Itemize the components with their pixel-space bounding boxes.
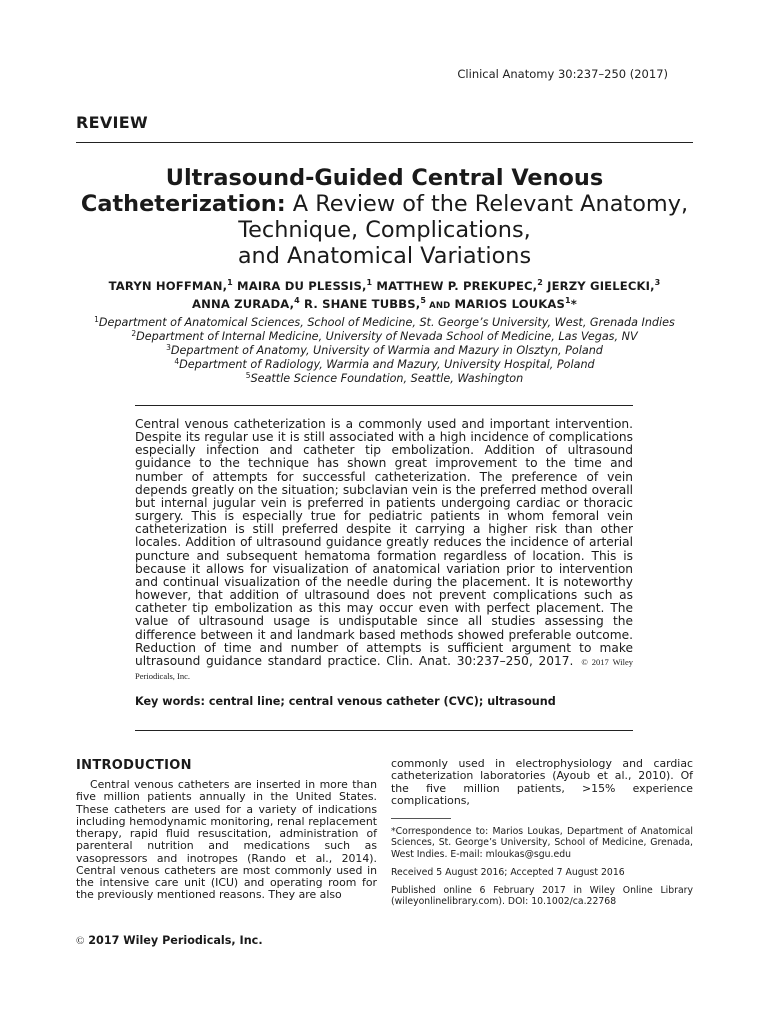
keywords: Key words: central line; central venous catheter (CVC); ultrasound: [135, 695, 556, 708]
affiliation-text: Department of Anatomy, University of Warmia and Mazury in Olsztyn, Poland: [170, 344, 603, 357]
author-list: [76, 277, 693, 315]
author-name: R. SHANE TUBBS,: [299, 297, 421, 311]
affiliation-text: Department of Radiology, Warmia and Mazury, University Hospital, Poland: [179, 358, 595, 371]
affiliation-line: [76, 344, 693, 358]
affiliation-number: 4: [174, 357, 180, 366]
author-conjunction: AND: [426, 301, 451, 311]
affiliation-line: [76, 358, 693, 372]
abstract-bottom-rule: [135, 730, 633, 731]
author-name: JERZY GIELECKI,: [542, 279, 655, 293]
author-name: MAIRA DU PLESSIS,: [232, 279, 367, 293]
author-name: ANNA ZURADA,: [192, 297, 295, 311]
correspondence-footnote[interactable]: [391, 826, 693, 860]
abstract-text: Central venous catheterization is a commonly used and important intervention. Despite its regular use it is still associated with a high incidence of complications especially infection and catheter tip embolization. Addition of ultrasound guidance to the technique has shown great improvement to the time and number of attempts for successful catheterization. The preference of vein depends greatly on the situation; subclavian vein is the preferred method overall but internal jugular vein is preferred in patients undergoing cardiac or thoracic surgery. This is especially true for pediatric patients in whom femoral vein catheterization is still preferred despite it carrying a higher risk than other locales. Addition of ultrasound guidance greatly reduces the incidence of arterial puncture and subsequent hematoma formation regardless of location. This is because it allows for visualization of anatomical variation prior to intervention and continual visualization of the needle during the placement. It is noteworthy however, that addition of ultrasound does not prevent complications such as catheter tip embolization as this may occur even with perfect placement. The value of ultrasound usage is undisputable since all studies assessing the difference between it and landmark based methods showed preferable outcome. Reduction of time and number of attempts is sufficient argument to make ultrasound guidance standard practice. Clin. Anat. 30:237–250, 2017.: [135, 417, 633, 668]
title-bold-part: Ultrasound-Guided Central Venous Catheterization:: [80, 165, 604, 217]
affiliation-number: 3: [166, 343, 171, 352]
introduction-right-column: commonly used in electrophysiology and cardiac catheterization laboratories (Ayoub et al., 2010). Of the five million patients, >15% experience complications,: [391, 757, 693, 807]
author-affil-sup: 1: [565, 296, 571, 305]
affiliation-line: [76, 372, 693, 386]
affiliation-number: 1: [94, 315, 99, 324]
author-affil-sup: 2: [537, 278, 543, 287]
abstract-top-rule: [135, 405, 633, 406]
author-name: MARIOS LOUKAS: [450, 297, 566, 311]
author-affil-sup: 1: [227, 278, 233, 287]
copyright-symbol: ©: [76, 935, 85, 947]
title-part-3: and Anatomical Variations: [237, 243, 532, 269]
author-name: MATTHEW P. PREKUPEC,: [372, 279, 538, 293]
title-part-1: A Review of the Relevant Anatomy,: [285, 191, 689, 217]
journal-reference: Clinical Anatomy 30:237–250 (2017): [457, 67, 668, 81]
affiliation-text: Seattle Science Foundation, Seattle, Washington: [250, 372, 524, 385]
abstract-copyright: © 2017 Wiley Periodicals, Inc.: [135, 656, 633, 681]
corresponding-author-mark: *: [570, 297, 577, 311]
correspondence-text: *Correspondence to: Marios Loukas, Department of Anatomical Sciences, St. George’s University, School of Medicine, Grenada, West Indies. E-mail: mloukas@sgu.edu: [391, 826, 693, 860]
article-title: [76, 165, 693, 269]
title-part-2: Technique, Complications,: [238, 217, 531, 243]
affiliation-text: Department of Anatomical Sciences, School of Medicine, St. George’s University, West, Grenada Indies: [98, 316, 675, 329]
affiliation-text: Department of Internal Medicine, University of Nevada School of Medicine, Las Vegas, NV: [136, 330, 638, 343]
author-affil-sup: 4: [294, 296, 300, 305]
page-footer: [76, 934, 263, 947]
author-affil-sup: 1: [366, 278, 373, 287]
footer-text: 2017 Wiley Periodicals, Inc.: [84, 934, 263, 947]
affiliations: [76, 316, 693, 386]
abstract: [135, 418, 633, 683]
author-affil-sup: 5: [420, 296, 427, 305]
affiliation-line: [76, 330, 693, 344]
received-footnote: Received 5 August 2016; Accepted 7 August 2016: [391, 867, 625, 878]
footnote-rule: [391, 818, 451, 819]
affiliation-line: [76, 316, 693, 330]
introduction-left-column: Central venous catheters are inserted in more than five million patients annually in the United States. These catheters are used for a variety of indications including hemodynamic monitoring, renal replacement therapy, rapid fluid resuscitation, administration of parenteral nutrition and medications such as vasopressors and inotropes (Rando et al., 2014). Central venous catheters are most commonly used in the intensive care unit (ICU) and operating room for the previously mentioned reasons. They are also: [76, 778, 377, 902]
introduction-heading: INTRODUCTION: [76, 758, 192, 773]
author-affil-sup: 3: [654, 278, 661, 287]
affiliation-number: 2: [131, 329, 137, 338]
affiliation-number: 5: [245, 371, 251, 380]
author-name: TARYN HOFFMAN,: [108, 279, 228, 293]
published-footnote: Published online 6 February 2017 in Wiley Online Library (wileyonlinelibrary.com). DOI: 10.1002/ca.22768: [391, 885, 693, 908]
section-label: REVIEW: [76, 113, 148, 132]
header-rule: [76, 142, 693, 143]
